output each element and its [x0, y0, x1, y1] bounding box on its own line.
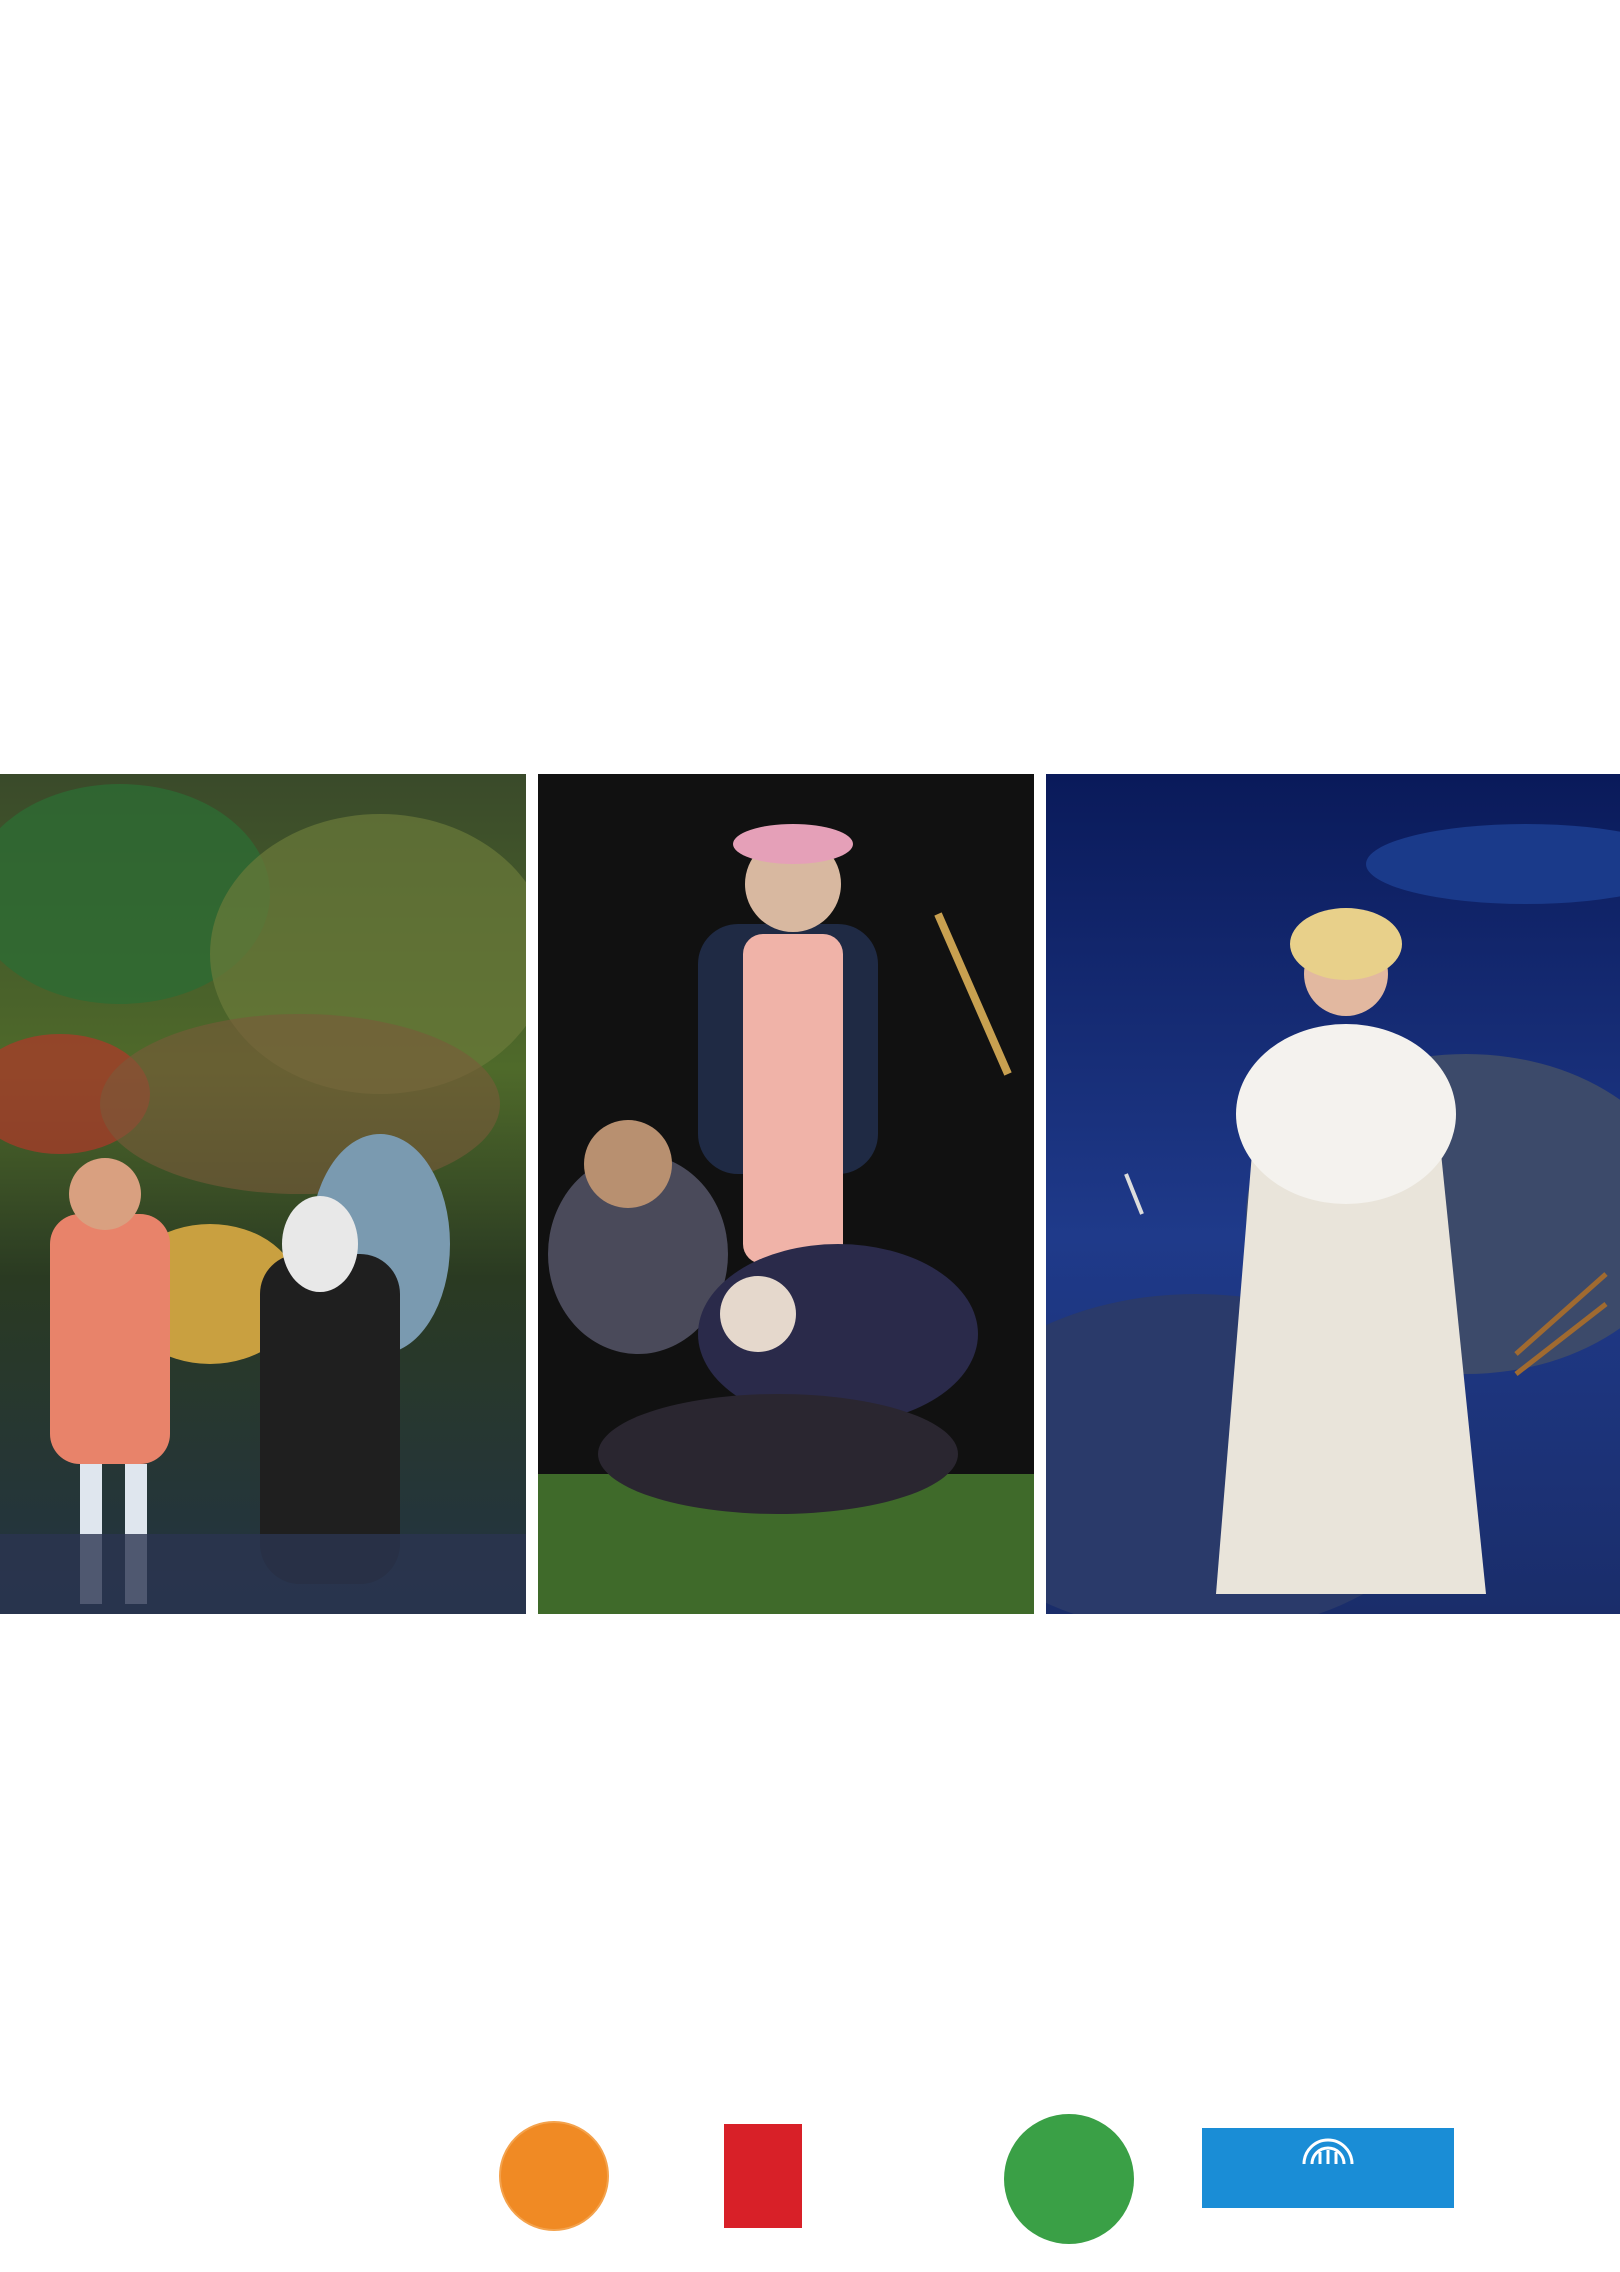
unitel-classica-logo [1202, 2128, 1454, 2208]
komische-oper-logo [1004, 2114, 1134, 2244]
orpheus-production-photo [0, 774, 526, 1614]
opera-titles [58, 196, 122, 269]
3sat-logo [724, 2124, 948, 2228]
zdf-logo [498, 2120, 678, 2232]
odysseus-production-photo [538, 774, 1034, 1614]
arthaus-wordmark [160, 2134, 430, 2176]
komische-small-text [1004, 2114, 1134, 2146]
3sat-red-block [724, 2124, 802, 2228]
poppea-production-photo [1046, 774, 1620, 1614]
arthaus-musik-logo [160, 2134, 430, 2224]
